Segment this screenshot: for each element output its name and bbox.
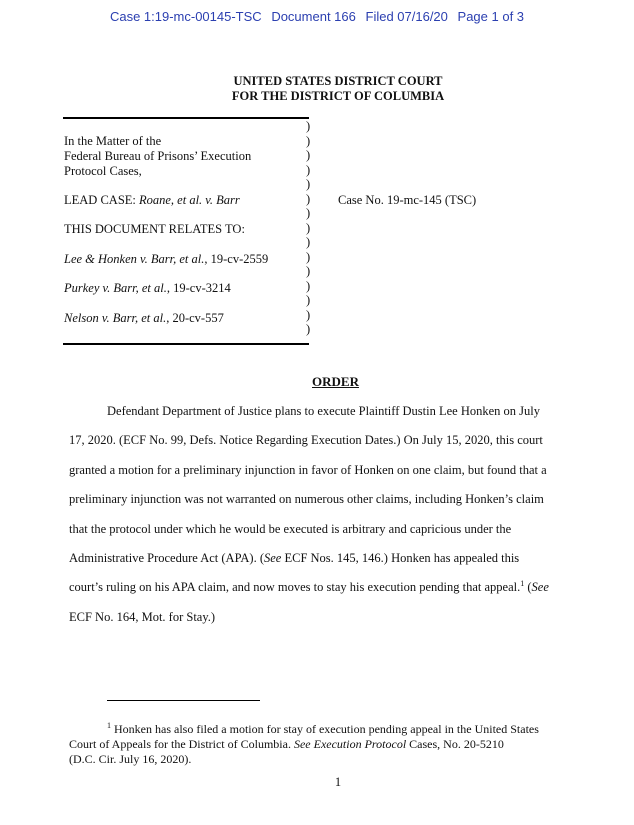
caption-parentheses xyxy=(306,119,310,337)
caption-paren: ) xyxy=(306,133,311,148)
caption-paren: ) xyxy=(306,220,311,235)
caption-paren: ) xyxy=(306,322,311,336)
caption-paren: ) xyxy=(306,206,311,220)
caption-paren: ) xyxy=(306,235,311,249)
caption-paren: ) xyxy=(306,249,311,264)
body-line: that the protocol under which he would be executed is arbitrary and capricious under the xyxy=(69,521,512,536)
caption-paren: ) xyxy=(306,264,311,278)
related-case-name: Nelson v. Barr, et al. xyxy=(64,311,167,325)
body-line: 17, 2020. (ECF No. 99, Defs. Notice Regarding Execution Dates.) On July 15, 2020, this court xyxy=(69,433,543,448)
footnote-line xyxy=(69,722,579,737)
see-signal: See xyxy=(531,580,549,595)
footnote-line xyxy=(69,737,579,752)
header-case: Case 1:19-mc-00145-TSC xyxy=(109,9,262,24)
ecf-header xyxy=(0,9,634,24)
caption-matter-line-3: Protocol Cases, xyxy=(64,164,142,178)
body-line xyxy=(69,549,579,578)
caption-bottom-rule xyxy=(63,343,309,345)
body-text-segment: Administrative Procedure Act (APA). ( xyxy=(69,550,264,565)
related-case-number: , 20-cv-557 xyxy=(166,311,224,325)
related-case xyxy=(64,252,268,267)
related-case xyxy=(64,281,231,296)
body-line: granted a motion for a preliminary injunction in favor of Honken on one claim, but found that a xyxy=(69,462,547,477)
header-page: Page 1 of 3 xyxy=(457,9,525,24)
caption-relates: THIS DOCUMENT RELATES TO: xyxy=(64,222,245,236)
related-case-name: Lee & Honken v. Barr, et al. xyxy=(64,252,205,266)
related-case-number: , 19-cv-3214 xyxy=(166,281,231,295)
caption-paren: ) xyxy=(306,307,311,322)
caption-top-rule xyxy=(63,117,309,119)
body-text-segment: court’s ruling on his APA claim, and now moves to stay his execution pending that appeal. xyxy=(69,580,521,595)
page-number: 1 xyxy=(334,775,342,789)
caption-paren: ) xyxy=(306,191,311,206)
caption-paren: ) xyxy=(306,177,311,191)
lead-case-name: Roane, et al. v. Barr xyxy=(139,193,240,207)
caption-lead-case xyxy=(64,193,240,208)
caption-paren: ) xyxy=(306,148,311,162)
see-signal: See xyxy=(264,550,282,565)
case-number: Case No. 19-mc-145 (TSC) xyxy=(338,193,477,207)
lead-case-label: LEAD CASE: xyxy=(64,193,139,207)
related-case xyxy=(64,311,224,326)
body-text-segment: ECF Nos. 145, 146.) Honken has appealed this xyxy=(281,550,520,565)
caption-paren: ) xyxy=(306,162,311,177)
caption-paren: ) xyxy=(306,119,311,133)
court-line-1: UNITED STATES DISTRICT COURT xyxy=(233,74,443,88)
footnote-citation: See Execution Protocol xyxy=(293,737,407,751)
court-title xyxy=(0,74,634,104)
header-document: Document 166 xyxy=(271,9,356,24)
related-case-name: Purkey v. Barr, et al. xyxy=(64,281,167,295)
footnote-line: (D.C. Cir. July 16, 2020). xyxy=(69,752,192,766)
footnote-reference[interactable]: 1 xyxy=(520,579,525,589)
caption-matter-line-1: In the Matter of the xyxy=(64,134,162,148)
caption-paren: ) xyxy=(306,278,311,293)
body-line: preliminary injunction was not warranted on numerous other claims, including Honken’s claim xyxy=(69,492,544,507)
caption-paren: ) xyxy=(306,293,311,307)
court-line-2: FOR THE DISTRICT OF COLUMBIA xyxy=(231,89,445,103)
body-line: ECF No. 164, Mot. for Stay.) xyxy=(69,609,216,624)
order-body xyxy=(69,402,579,637)
footnote-text: Honken has also filed a motion for stay of execution pending appeal in the United States xyxy=(111,722,539,736)
caption-matter-line-2: Federal Bureau of Prisons’ Execution xyxy=(64,149,252,163)
footnote-rule xyxy=(107,700,260,701)
footnote xyxy=(69,722,579,767)
body-line: Defendant Department of Justice plans to execute Plaintiff Dustin Lee Honken on July xyxy=(107,404,540,418)
order-heading: ORDER xyxy=(312,374,359,389)
header-filed: Filed 07/16/20 xyxy=(365,9,448,24)
body-text-segment: ( xyxy=(524,580,532,595)
body-line xyxy=(69,578,579,607)
caption-matter xyxy=(64,134,251,179)
footnote-mark: 1 xyxy=(107,721,111,730)
related-case-number: , 19-cv-2559 xyxy=(204,252,269,266)
footnote-text: Cases, No. 20-5210 xyxy=(406,737,504,751)
footnote-text: Court of Appeals for the District of Columbia. xyxy=(69,737,294,751)
